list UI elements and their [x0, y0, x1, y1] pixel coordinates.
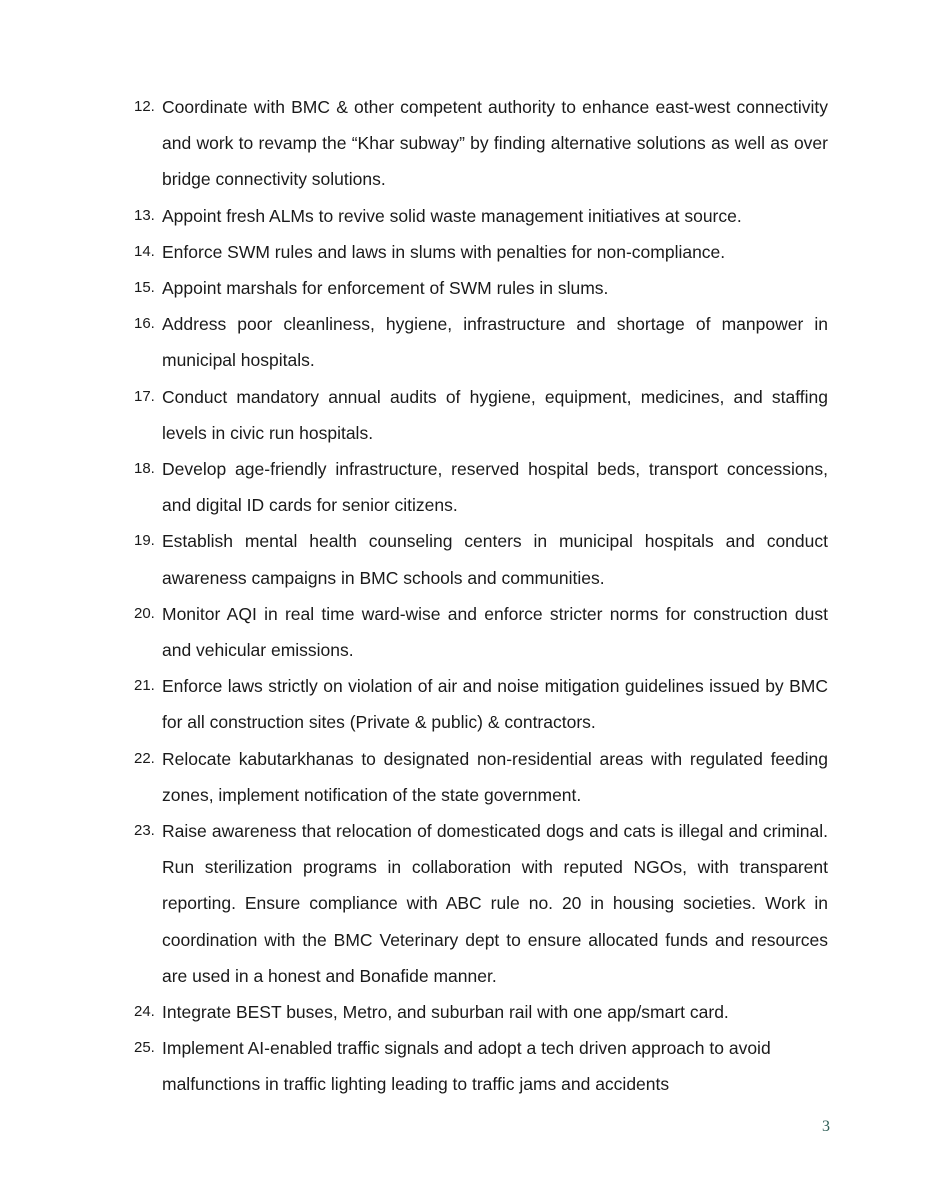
- item-number: 18.: [134, 460, 155, 478]
- list-item: [134, 741, 828, 813]
- item-number: 21.: [134, 677, 155, 695]
- item-number: 12.: [134, 98, 155, 115]
- list-item: [134, 1030, 828, 1102]
- item-text: Appoint fresh ALMs to revive solid waste management initiatives at source.: [162, 205, 742, 226]
- item-text: Enforce laws strictly on violation of air and noise mitigation guidelines issued by BMC for all construction sites (Private & public) & contractors.: [162, 676, 828, 733]
- item-number: 14.: [134, 242, 155, 260]
- list-item: [134, 451, 828, 523]
- numbered-list: [0, 89, 927, 1103]
- item-text: Address poor cleanliness, hygiene, infrastructure and shortage of manpower in municipal hospitals.: [162, 314, 828, 371]
- item-number: 23.: [134, 822, 155, 840]
- item-text: Conduct mandatory annual audits of hygiene, equipment, medicines, and staffing levels in civic run hospitals.: [162, 386, 828, 443]
- item-number: 13.: [134, 206, 155, 224]
- item-text: Implement AI-enabled traffic signals and adopt a tech driven approach to avoid malfunctions in traffic lighting leading to traffic jams and accidents: [162, 1038, 771, 1095]
- list-item: [134, 994, 828, 1030]
- list-item: [134, 379, 828, 451]
- item-number: 17.: [134, 387, 155, 405]
- item-text: Enforce SWM rules and laws in slums with penalties for non-compliance.: [162, 241, 726, 262]
- item-number: 16.: [134, 315, 155, 333]
- item-text: Monitor AQI in real time ward-wise and enforce stricter norms for construction dust and vehicular emissions.: [162, 603, 828, 661]
- item-number: 20.: [134, 604, 155, 622]
- list-item: [134, 198, 828, 234]
- item-text: Develop age-friendly infrastructure, reserved hospital beds, transport concessions, and digital ID cards for senior citizens.: [162, 459, 828, 516]
- list-item: [134, 306, 828, 378]
- list-item: [134, 668, 828, 740]
- item-number: 15.: [134, 279, 155, 297]
- item-text: Appoint marshals for enforcement of SWM rules in slums.: [162, 278, 609, 299]
- item-number: 19.: [134, 532, 155, 550]
- page-number: 3: [822, 1118, 830, 1135]
- list-item: [134, 523, 828, 595]
- item-text: Coordinate with BMC & other competent authority to enhance east-west connectivity and work to revamp the “Khar subway” by finding alternative solutions as well as over bridge connectivity solutions.: [162, 97, 828, 190]
- list-item: [134, 596, 828, 668]
- item-number: 22.: [134, 749, 155, 767]
- item-number: 24.: [134, 1003, 155, 1021]
- item-text: Establish mental health counseling centers in municipal hospitals and conduct awareness campaigns in BMC schools and communities.: [162, 531, 828, 588]
- list-item: [134, 89, 828, 198]
- item-number: 25.: [134, 1039, 155, 1057]
- item-text: Raise awareness that relocation of domesticated dogs and cats is illegal and criminal. Run sterilization programs in collaboration with reputed NGOs, with transparent reporting. Ensure compliance with ABC rule no. 20 in housing societies. Work in coordination with the BMC Veterinary dept to ensure allocated funds and resources are used in a honest and Bonafide manner.: [162, 821, 828, 986]
- list-item: [134, 270, 828, 306]
- list-item: [134, 234, 828, 270]
- list-item: [134, 813, 828, 994]
- item-text: Relocate kabutarkhanas to designated non-residential areas with regulated feeding zones, implement notification of the state government.: [162, 748, 828, 805]
- item-text: Integrate BEST buses, Metro, and suburban rail with one app/smart card.: [162, 1002, 729, 1023]
